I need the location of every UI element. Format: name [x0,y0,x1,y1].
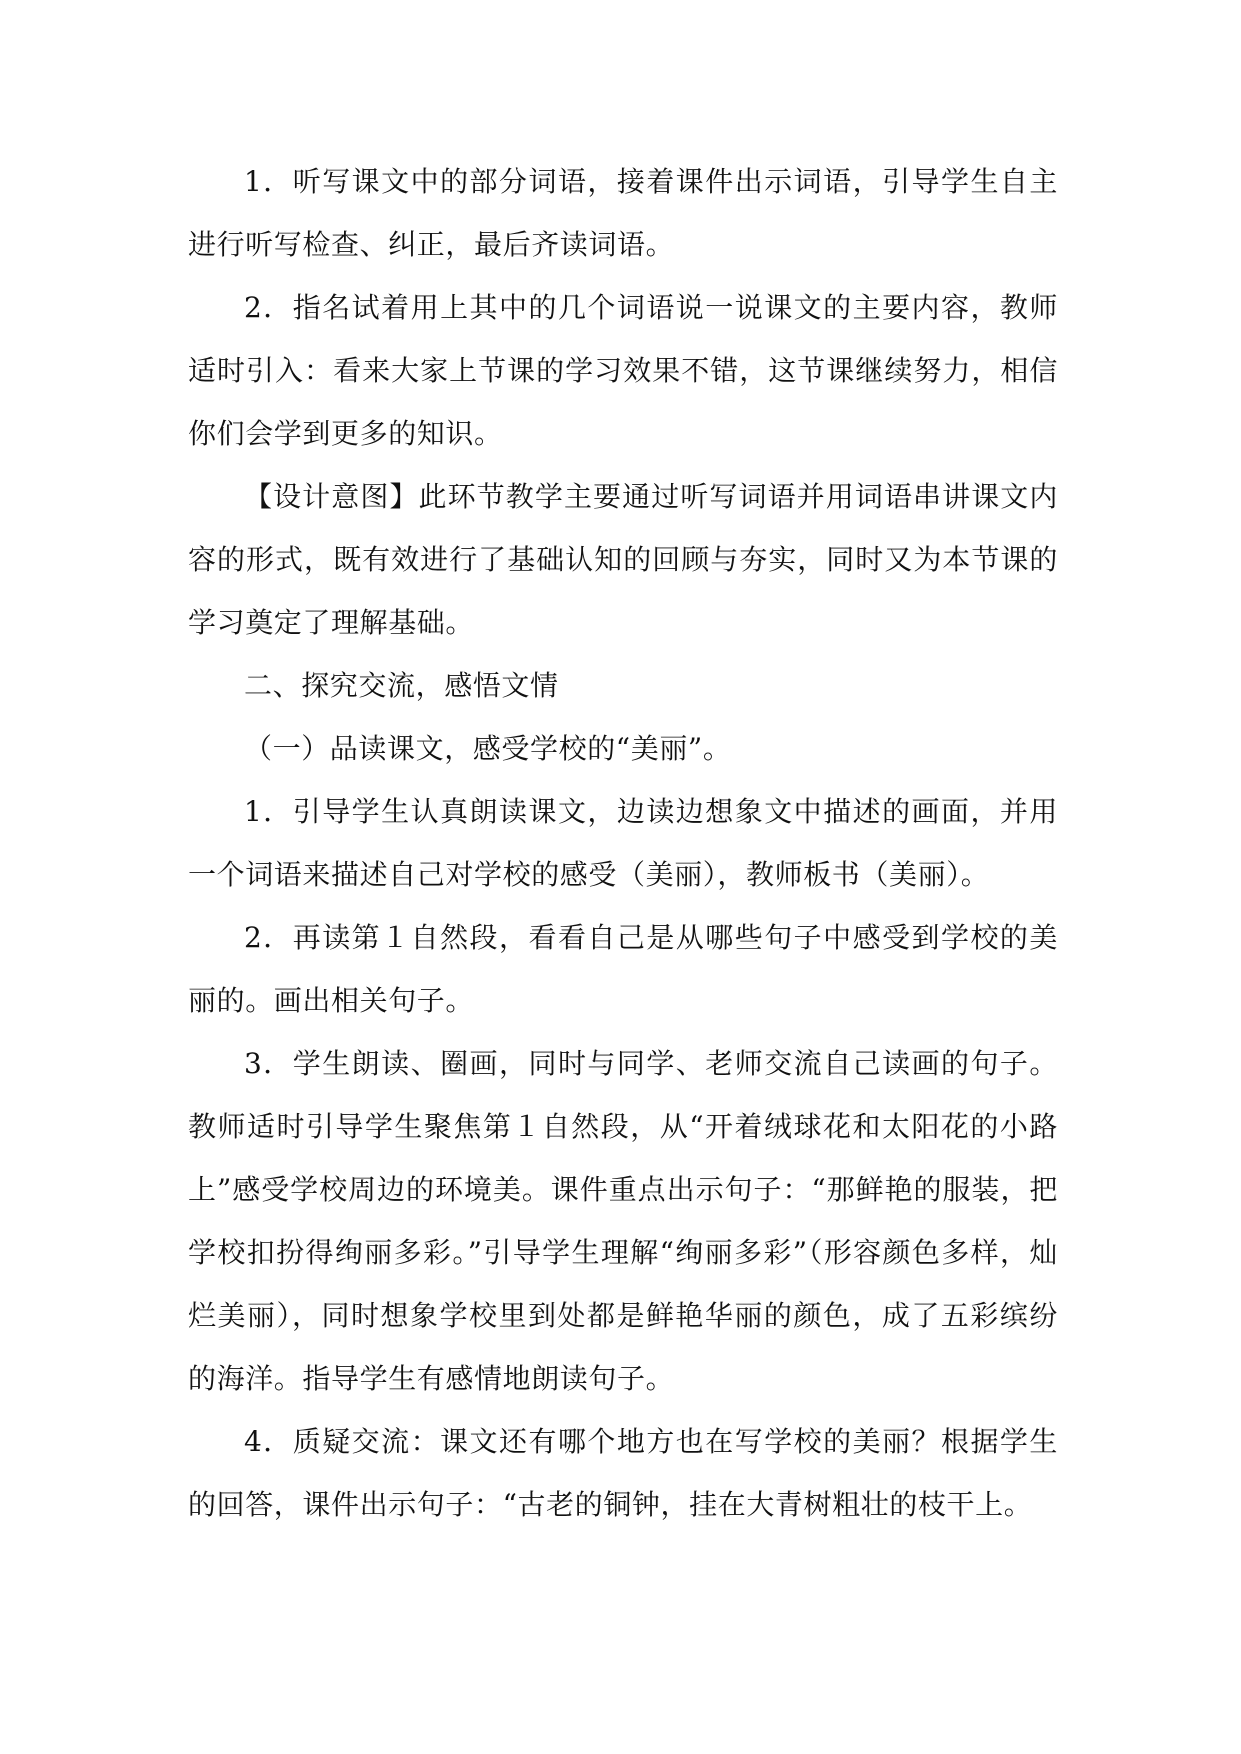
document-body [188,150,1058,1536]
paragraph-summary: 2．指名试着用上其中的几个词语说一说课文的主要内容，教师适时引入：看来大家上节课的学习效果不错，这节课继续努力，相信你们会学到更多的知识。 [188,291,1058,450]
subsection-heading: （一）品读课文，感受学校的“美丽”。 [244,732,732,765]
paragraph-design-intent: 【设计意图】此环节教学主要通过听写词语并用词语串讲课文内容的形式，既有效进行了基础认知的回顾与夯实，同时又为本节课的学习奠定了理解基础。 [188,480,1058,639]
paragraph-step-4: 4．质疑交流：课文还有哪个地方也在写学校的美丽？根据学生的回答，课件出示句子：“古老的铜钟，挂在大青树粗壮的枝干上。 [188,1425,1058,1521]
paragraph-dictation: 1．听写课文中的部分词语，接着课件出示词语，引导学生自主进行听写检查、纠正，最后齐读词语。 [188,165,1058,261]
paragraph-step-2: 2．再读第１自然段，看看自己是从哪些句子中感受到学校的美丽的。画出相关句子。 [188,921,1058,1017]
paragraph-step-3: 3．学生朗读、圈画，同时与同学、老师交流自己读画的句子。教师适时引导学生聚焦第１自然段，从“开着绒球花和太阳花的小路上”感受学校周边的环境美。课件重点出示句子：“那鲜艳的服装，把学校扣扮得绚丽多彩。”引导学生理解“绚丽多彩”（形容颜色多样，灿烂美丽），同时想象学校里到处都是鲜艳华丽的颜色，成了五彩缤纷的海洋。指导学生有感情地朗读句子。 [188,1047,1058,1395]
section-heading: 二、探究交流，感悟文情 [244,669,559,702]
paragraph-step-1: 1．引导学生认真朗读课文，边读边想象文中描述的画面，并用一个词语来描述自己对学校的感受（美丽），教师板书（美丽）。 [188,795,1058,891]
